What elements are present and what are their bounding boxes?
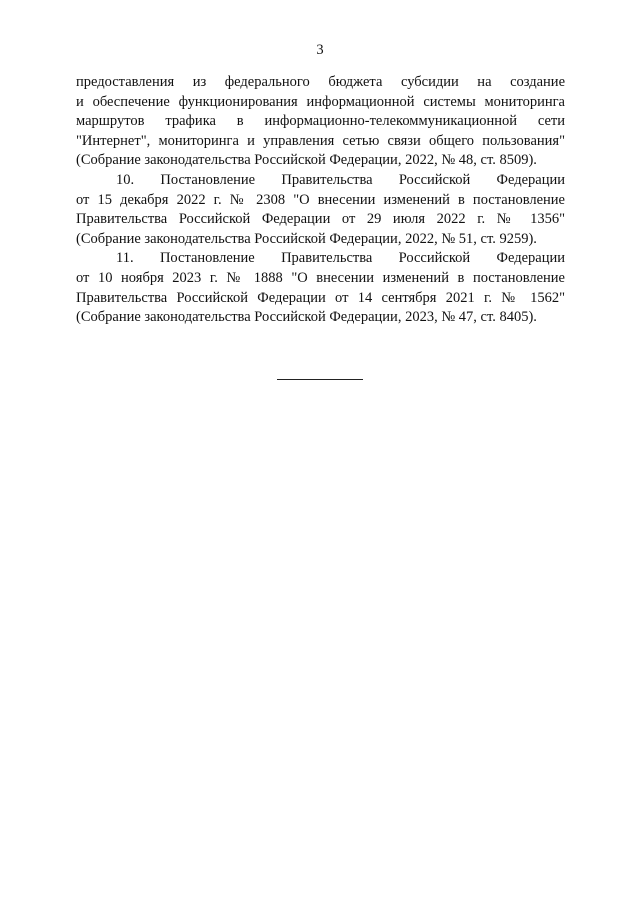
paragraph-continuation bbox=[76, 73, 565, 171]
paragraph-item-10 bbox=[76, 171, 565, 249]
text-line: от 15 декабря 2022 г. № 2308 "О внесении изменений в постановление bbox=[76, 191, 565, 208]
text-line: (Собрание законодательства Российской Федерации, 2022, № 51, ст. 9259). bbox=[76, 230, 537, 247]
text-line: от 10 ноября 2023 г. № 1888 "О внесении изменений в постановление bbox=[76, 269, 565, 286]
text-line: и обеспечение функционирования информационной системы мониторинга bbox=[76, 93, 565, 110]
text-line: Правительства Российской Федерации от 14 сентября 2021 г. № 1562" bbox=[76, 289, 565, 306]
text-line: предоставления из федерального бюджета субсидии на создание bbox=[76, 74, 565, 90]
page-number: 3 bbox=[316, 42, 324, 58]
end-separator-line bbox=[277, 379, 363, 380]
text-line: Правительства Российской Федерации от 29 июля 2022 г. № 1356" bbox=[76, 211, 565, 228]
text-line: "Интернет", мониторинга и управления сетью связи общего пользования" bbox=[76, 132, 565, 149]
document-body bbox=[76, 73, 565, 328]
paragraph-item-11 bbox=[76, 249, 565, 327]
text-line: (Собрание законодательства Российской Федерации, 2023, № 47, ст. 8405). bbox=[76, 309, 537, 326]
text-line: 10. Постановление Правительства Российской Федерации bbox=[116, 171, 565, 188]
text-line: маршрутов трафика в информационно-телекоммуникационной сети bbox=[76, 113, 565, 130]
text-line: (Собрание законодательства Российской Федерации, 2022, № 48, ст. 8509). bbox=[76, 152, 537, 169]
text-line: 11. Постановление Правительства Российской Федерации bbox=[116, 250, 565, 267]
